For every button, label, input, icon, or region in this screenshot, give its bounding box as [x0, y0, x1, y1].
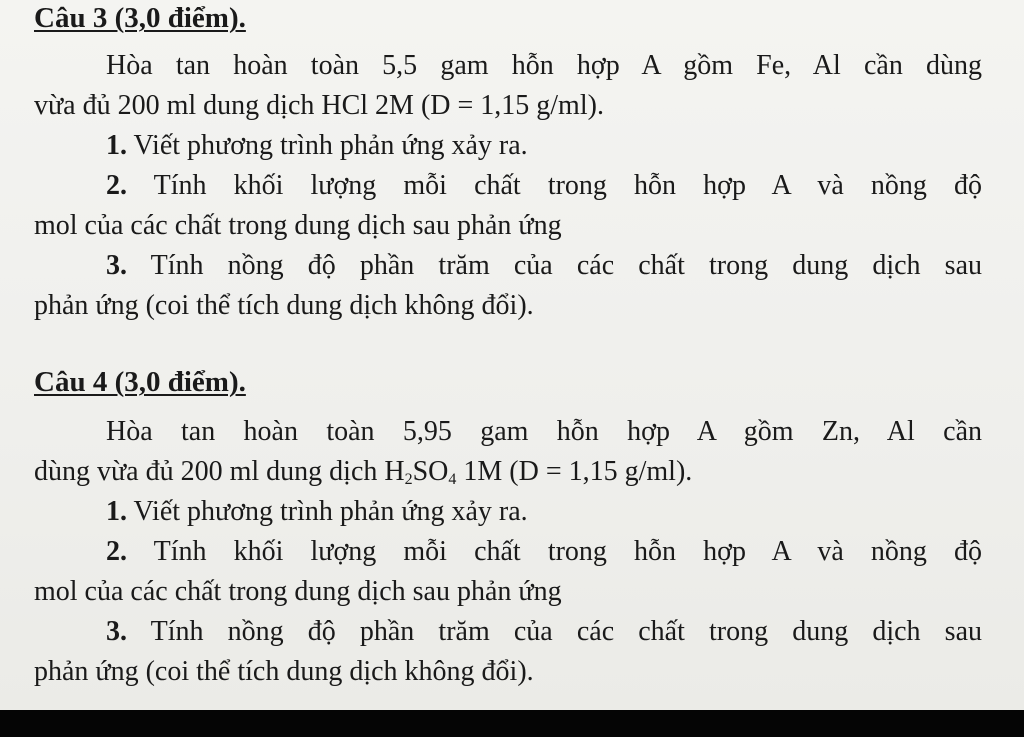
formula-subscript-2: 2 — [404, 471, 413, 488]
question-3-item-3-text: Tính nồng độ phần trăm của các chất trong dung dịch sau — [150, 250, 983, 281]
question-4-item-1-text: Viết phương trình phản ứng xảy ra. — [133, 496, 528, 527]
question-3-item-1-number: 1. — [106, 130, 127, 161]
question-4-item-3-line-2: phản ứng (coi thể tích dung dịch không đổi). — [34, 656, 534, 687]
question-3-body — [34, 46, 982, 326]
question-3-item-2-line-2: mol của các chất trong dung dịch sau phản ứng — [34, 210, 562, 241]
question-3-item-3-line-1 — [34, 246, 982, 286]
question-4-item-2-number: 2. — [106, 536, 127, 567]
formula-subscript-4: 4 — [448, 471, 457, 488]
question-4-item-3-number: 3. — [106, 616, 127, 647]
question-4-intro-line-1: Hòa tan hoàn toàn 5,95 gam hỗn hợp A gồm Zn, Al cần — [106, 416, 982, 447]
question-4-intro-text-a: dùng vừa đủ 200 ml dung dịch H — [34, 456, 405, 487]
question-4-item-2-line-1 — [34, 532, 982, 572]
bottom-black-border — [0, 710, 1024, 737]
question-4-item-2-line-2: mol của các chất trong dung dịch sau phản ứng — [34, 576, 562, 607]
question-4-heading: Câu 4 (3,0 điểm). — [34, 366, 246, 398]
question-4-item-3-text: Tính nồng độ phần trăm của các chất trong dung dịch sau — [150, 616, 983, 647]
question-3-heading: Câu 3 (3,0 điểm). — [34, 2, 246, 34]
question-3-item-2-text: Tính khối lượng mỗi chất trong hỗn hợp A và nồng độ — [153, 170, 982, 201]
question-3-intro-line-1: Hòa tan hoàn toàn 5,5 gam hỗn hợp A gồm Fe, Al cần dùng — [106, 50, 982, 81]
question-4-item-3-line-1 — [34, 612, 982, 652]
question-3-item-3-number: 3. — [106, 250, 127, 281]
question-4-item-1-number: 1. — [106, 496, 127, 527]
question-4-intro-text-c: 1M (D = 1,15 g/ml). — [456, 456, 693, 487]
question-3-item-3-line-2: phản ứng (coi thể tích dung dịch không đổi). — [34, 290, 534, 321]
question-3-item-2-number: 2. — [106, 170, 127, 201]
question-4-intro-line-2 — [34, 452, 982, 492]
question-3-item-1-text: Viết phương trình phản ứng xảy ra. — [133, 130, 528, 161]
question-3-item-2-line-1 — [34, 166, 982, 206]
question-4-item-2-text: Tính khối lượng mỗi chất trong hỗn hợp A và nồng độ — [153, 536, 982, 567]
question-4-item-1 — [34, 492, 982, 532]
question-4-intro-text-b: SO — [412, 456, 449, 487]
question-3-item-1 — [34, 126, 982, 166]
question-4-body — [34, 412, 982, 692]
question-3-intro-line-2: vừa đủ 200 ml dung dịch HCl 2M (D = 1,15 g/ml). — [34, 90, 604, 121]
